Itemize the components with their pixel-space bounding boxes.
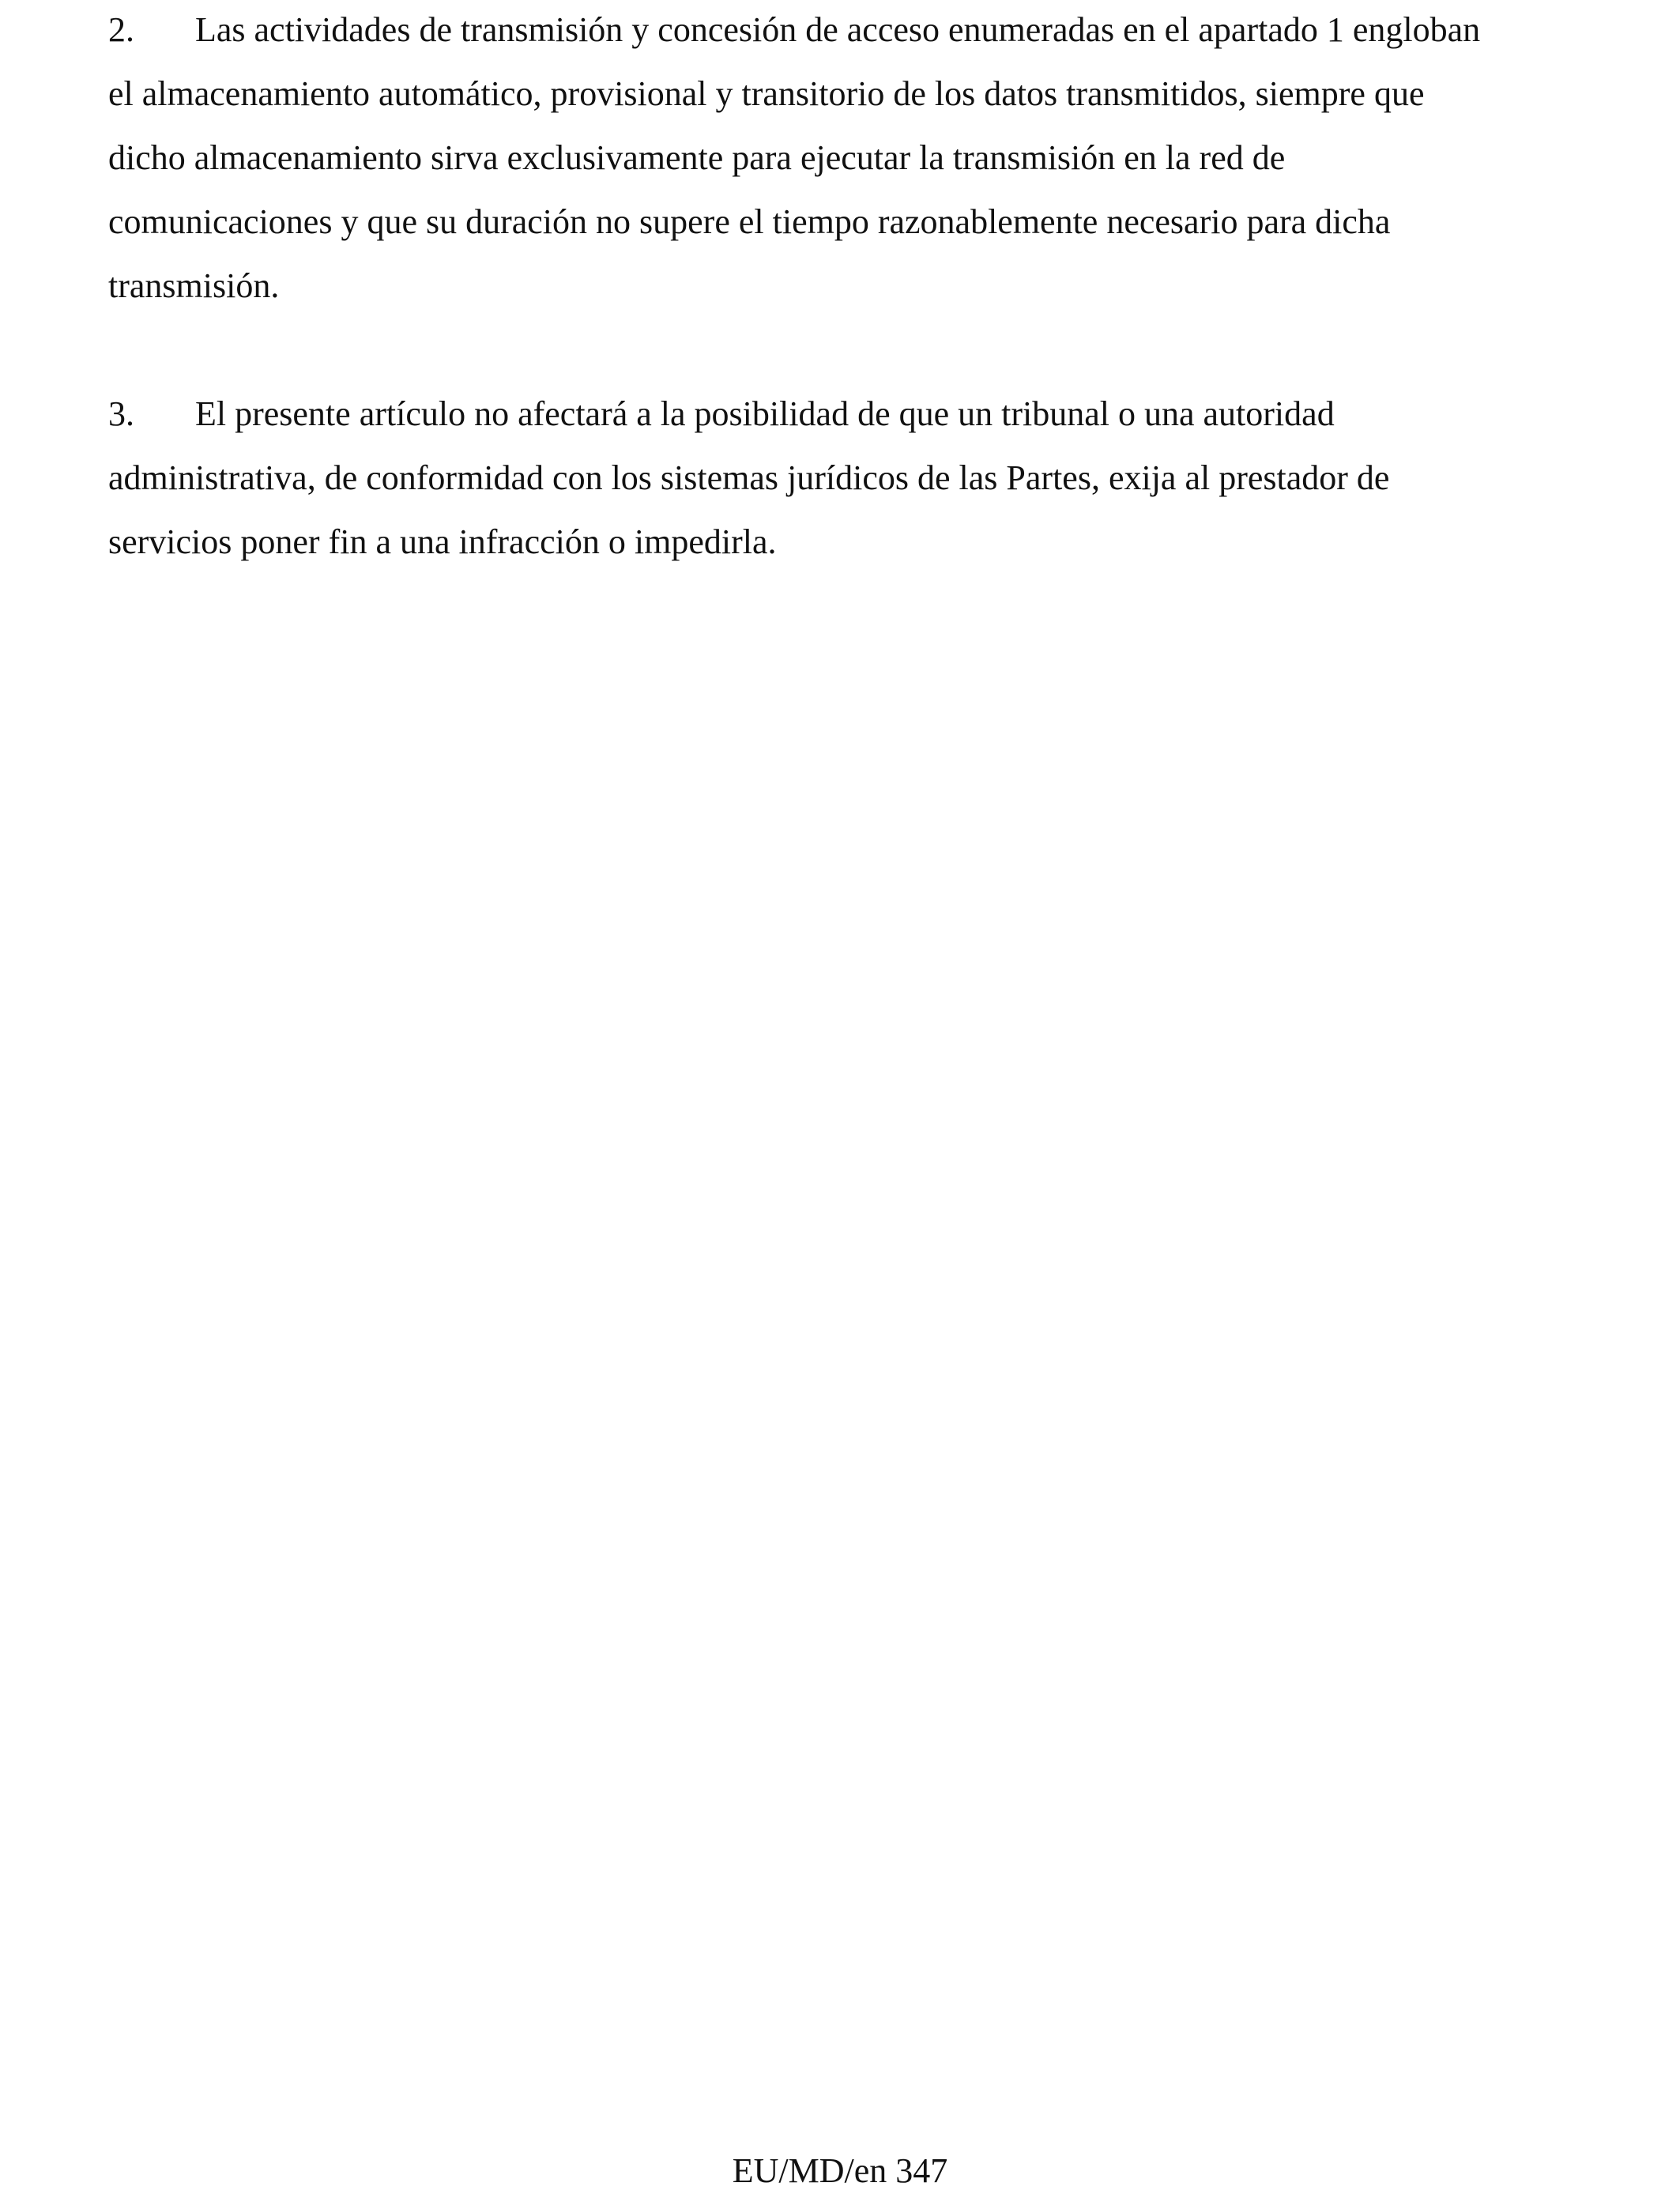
paragraph-text: El presente artículo no afectará a la posibilidad de que un tribunal o una autoridad xyxy=(195,394,1335,433)
paragraph-line: el almacenamiento automático, provisional y transitorio de los datos transmitidos, siempre que xyxy=(108,74,1425,113)
paragraph-line: comunicaciones y que su duración no supere el tiempo razonablemente necesario para dicha xyxy=(108,202,1391,241)
paragraph-line xyxy=(108,382,1578,446)
paragraph-text: Las actividades de transmisión y concesión de acceso enumeradas en el apartado 1 engloban xyxy=(195,10,1481,49)
paragraph-line: transmisión. xyxy=(108,266,280,305)
paragraph-line: administrativa, de conformidad con los sistemas jurídicos de las Partes, exija al prestador de xyxy=(108,458,1390,497)
paragraph-3 xyxy=(108,382,1578,574)
paragraph-2 xyxy=(108,0,1578,318)
paragraph-number: 2. xyxy=(108,10,134,49)
paragraph-number: 3. xyxy=(108,394,134,433)
paragraph-line xyxy=(108,0,1578,62)
paragraph-line: dicho almacenamiento sirva exclusivamente para ejecutar la transmisión en la red de xyxy=(108,138,1286,177)
page-footer: EU/MD/en 347 xyxy=(732,2151,948,2190)
paragraph-line: servicios poner fin a una infracción o impedirla. xyxy=(108,522,777,561)
